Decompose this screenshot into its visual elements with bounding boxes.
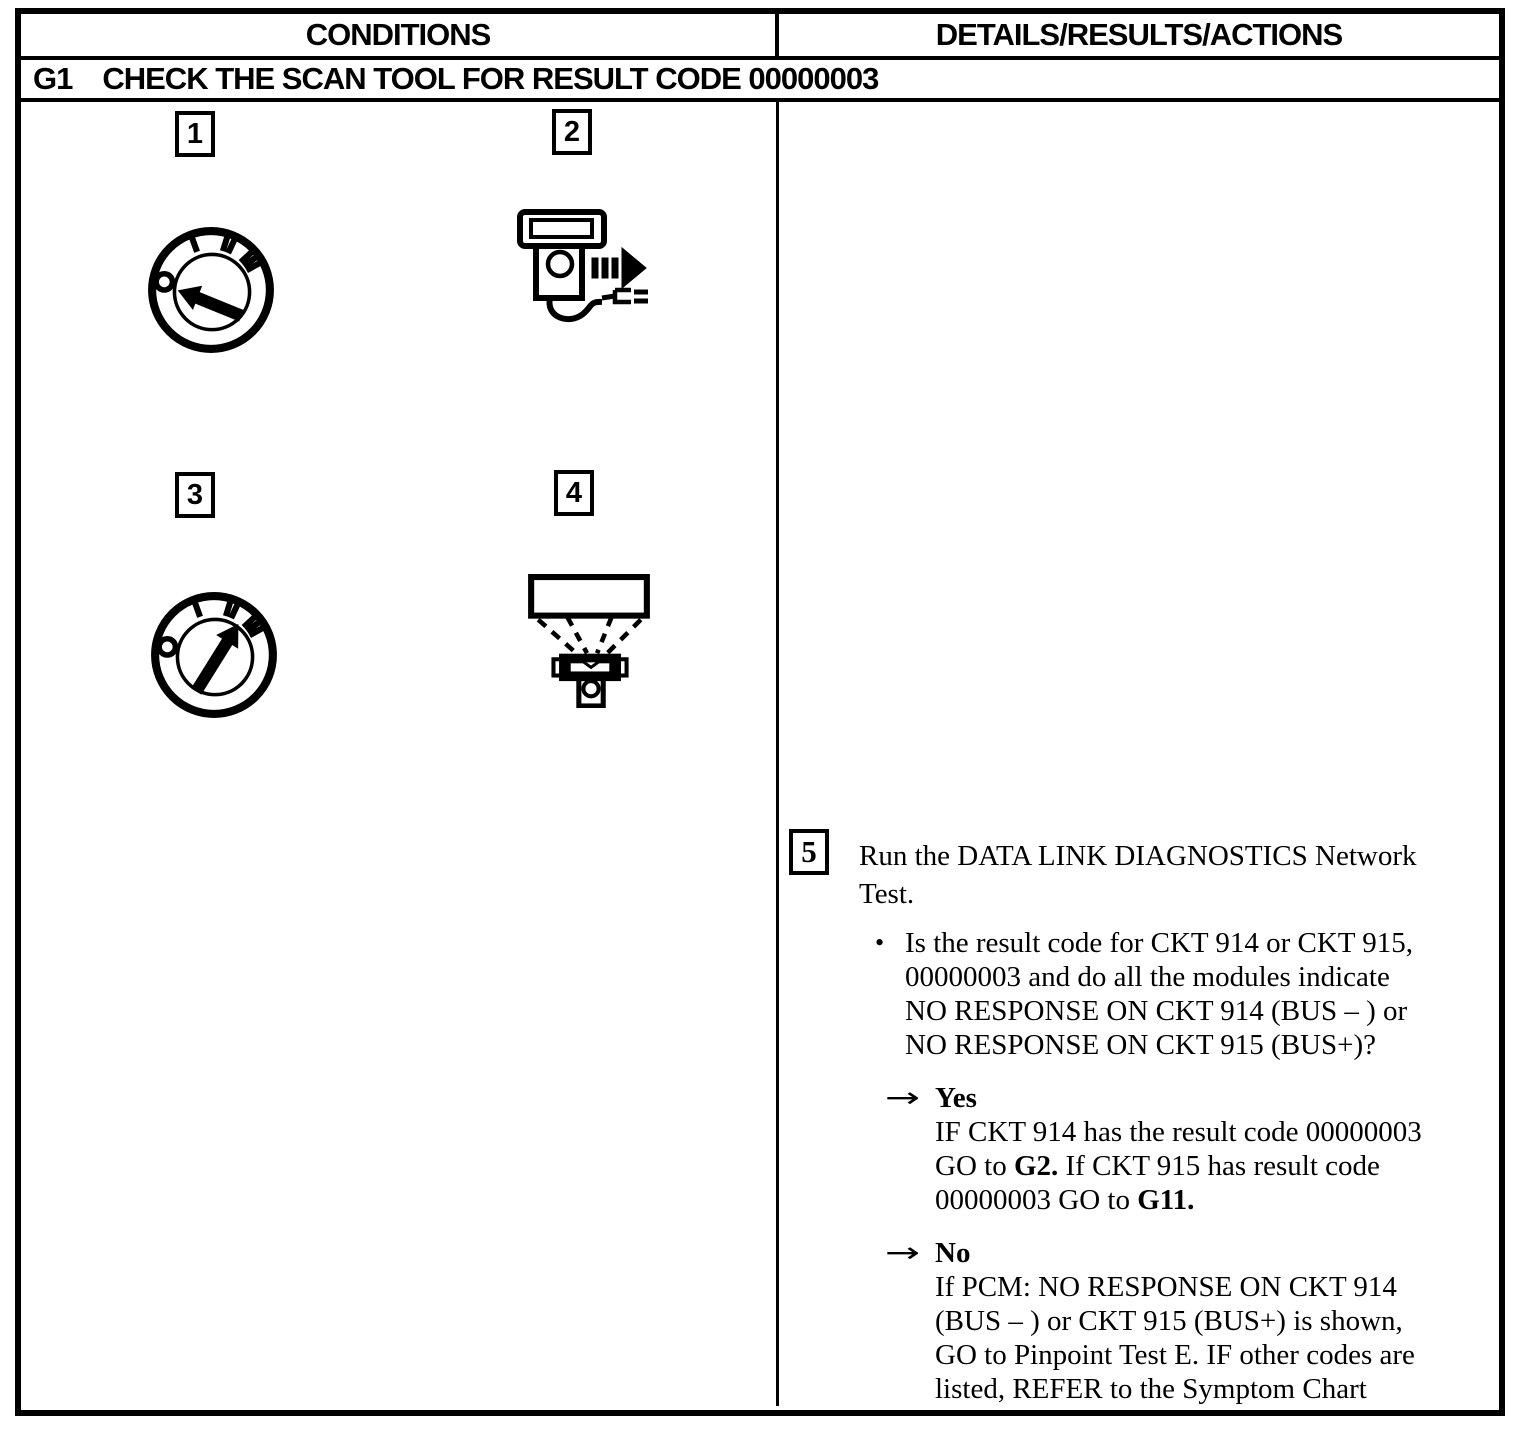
callout-3-number: 3 [186,478,204,511]
actions-cell [779,102,1499,1406]
yes-line-text: GO to [935,1150,1014,1182]
no-line: If PCM: NO RESPONSE ON CKT 914 [935,1271,1397,1303]
callout-1-number: 1 [186,117,204,150]
yes-label: Yes [935,1082,977,1114]
pinpoint-test-table [15,8,1505,1416]
step-5-instruction [859,837,1499,913]
question-text [905,926,1413,1062]
disconnect-scan-tool-icon [516,208,656,330]
yes-line [935,1149,1422,1183]
question-line: Is the result code for CKT 914 or CKT 915, [905,927,1413,959]
no-line: GO to Pinpoint Test E. IF other codes are [935,1339,1415,1371]
callout-1-box [175,111,215,157]
no-label: No [935,1237,971,1269]
question-block [875,926,1413,1062]
question-line: NO RESPONSE ON CKT 915 (BUS+)? [905,1029,1376,1061]
yes-line-text: 00000003 GO to [935,1184,1138,1216]
callout-2-box [552,109,592,155]
yes-line: IF CKT 914 has the result code 00000003 [935,1116,1422,1148]
question-line: NO RESPONSE ON CKT 914 (BUS – ) or [905,995,1408,1027]
goto-ref: G11. [1137,1184,1195,1216]
no-line: listed, REFER to the Symptom Chart [935,1373,1367,1405]
no-branch [885,1236,1415,1406]
no-branch-text [935,1236,1415,1406]
table-header-row [21,14,1499,60]
yes-line [935,1183,1422,1217]
callout-3-box [175,472,215,518]
test-id: G1 [33,61,73,96]
step-5-number: 5 [801,834,817,869]
callout-2-number: 2 [563,115,581,148]
yes-line-text: If CKT 915 has result code [1058,1150,1380,1182]
details-column-header [779,14,1499,56]
instruction-line: Test. [859,878,915,910]
step-5-number-box [789,829,829,875]
conditions-column-header [21,14,779,56]
goto-ref: G2. [1013,1150,1059,1182]
result-arrow-icon: → [885,1081,921,1114]
ignition-key-off-icon [145,224,277,356]
no-line: (BUS – ) or CKT 915 (BUS+) is shown, [935,1305,1403,1337]
test-title: CHECK THE SCAN TOOL FOR RESULT CODE 00000003 [102,61,879,96]
conditions-header-label: CONDITIONS [305,17,491,52]
question-line: 00000003 and do all the modules indicate [905,961,1390,993]
conditions-cell [21,102,779,1406]
callout-4-box [554,470,594,516]
details-header-label: DETAILS/RESULTS/ACTIONS [935,17,1343,52]
yes-branch-text [935,1081,1422,1217]
callout-4-number: 4 [565,476,583,509]
ignition-key-run-icon [148,589,280,721]
result-arrow-icon: → [885,1236,921,1269]
bullet-icon: • [875,928,885,957]
instruction-line: Run the DATA LINK DIAGNOSTICS Network [859,840,1417,872]
connect-scan-tool-dlc-icon [528,574,650,708]
table-body-row [21,102,1499,1406]
test-title-row [21,60,1499,102]
yes-branch [885,1081,1422,1217]
